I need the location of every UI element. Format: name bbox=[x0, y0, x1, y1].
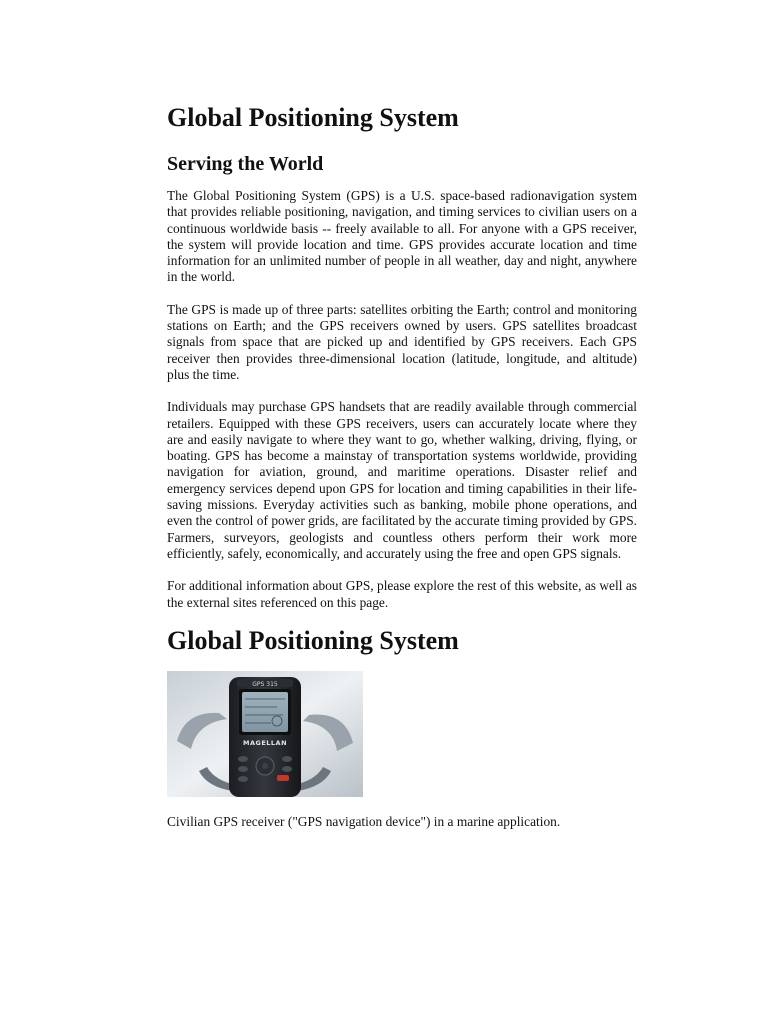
device-model-text: GPS 315 bbox=[252, 680, 278, 688]
paragraph-intro: The Global Positioning System (GPS) is a U.S. space-based radionavigation system that provides reliable positioning, navigation, and timing services to civilian users on a continuous worldwide basis -- freely available to all. For anyone with a GPS receiver, the system will provide location and time. GPS provides accurate location and time information for an unlimited number of people in all weather, day and night, anywhere in the world. bbox=[167, 188, 637, 285]
document-content bbox=[167, 100, 637, 830]
photo-caption: Civilian GPS receiver ("GPS navigation device") in a marine application. bbox=[167, 813, 561, 829]
section-subtitle: Serving the World bbox=[167, 153, 324, 175]
page-title: Global Positioning System bbox=[167, 103, 459, 132]
paragraph-more-info: For additional information about GPS, please explore the rest of this website, as well as the external sites referenced on this page. bbox=[167, 578, 637, 610]
paragraph-uses: Individuals may purchase GPS handsets that are readily available through commercial retailers. Equipped with these GPS receivers, users can accurately locate where they are and easily navigate to where they want to go, whether walking, driving, flying, or boating. GPS has become a mainstay of transportation systems worldwide, providing navigation for aviation, ground, and maritime operations. Disaster relief and emergency services depend upon GPS for location and timing capabilities in their life-saving missions. Everyday activities such as banking, mobile phone operations, and even the control of power grids, are facilitated by the accurate timing provided by GPS. Farmers, surveyors, geologists and countless others perform their work more efficiently, safely, economically, and accurately using the free and open GPS signals. bbox=[167, 399, 637, 561]
gps-device-image bbox=[167, 671, 363, 797]
gps-receiver-photo bbox=[167, 671, 363, 797]
paragraph-parts: The GPS is made up of three parts: satellites orbiting the Earth; control and monitoring stations on Earth; and the GPS receivers owned by users. GPS satellites broadcast signals from space that are picked up and identified by GPS receivers. Each GPS receiver then provides three-dimensional location (latitude, longitude, and altitude) plus the time. bbox=[167, 301, 637, 382]
device-brand-text: MAGELLAN bbox=[242, 738, 288, 747]
second-title: Global Positioning System bbox=[167, 625, 459, 655]
